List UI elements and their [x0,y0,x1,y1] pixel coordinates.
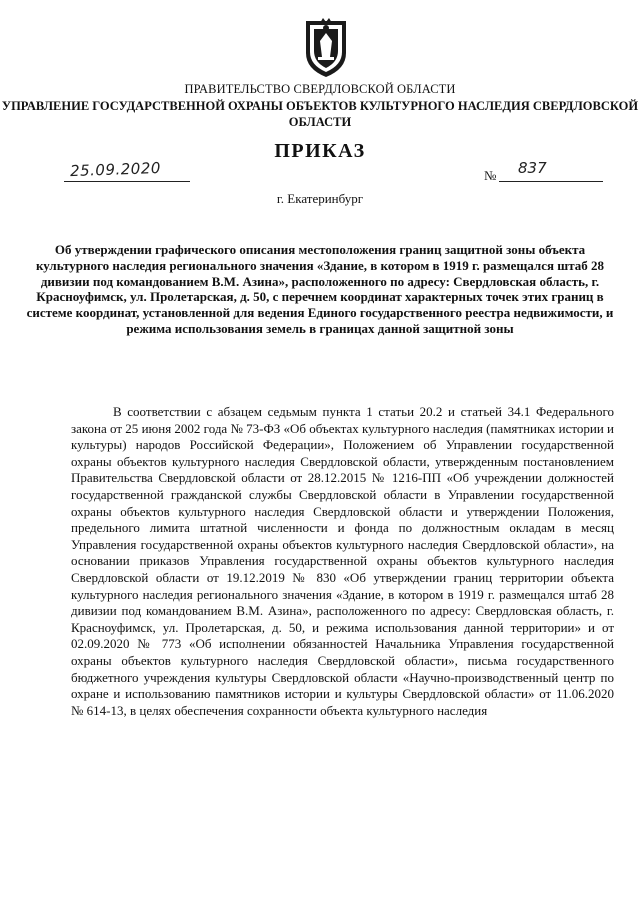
order-body [71,404,614,719]
body-paragraph: В соответствии с абзацем седьмым пункта 1 статьи 20.2 и статьей 34.1 Федерального закона от 25 июня 2002 года № 73-ФЗ «Об объектах культурного наследия (памятниках истории и культуры) народов Российской Федерации», Положением об Управлении государственной охраны объектов культурного наследия Свердловской области, утвержденным постановлением Правительства Свердловской области от 28.12.2015 № 1216-ПП «Об учреждении должностей государственной гражданской службы Свердловской области в Управлении государственной охраны объектов культурного наследия Свердловской области и утверждении Положения, предельного лимита штатной численности и фонда по должностным окладам в месяц Управления государственной охраны объектов культурного наследия Свердловской области», на основании приказов Управления государственной охраны объектов культурного наследия Свердловской области от 19.12.2019 № 830 «Об утверждении границ территории объекта культурного наследия регионального значения «Здание, в котором в 1919 г. размещался штаб 28 дивизии под командованием В.М. Азина», расположенного по адресу: Свердловская область, г. Красноуфимск, ул. Пролетарская, д. 50, и режима использования данной территории» и от 02.09.2020 № 773 «Об исполнении обязанностей Начальника Управления государственной охраны объектов культурного наследия Свердловской области», письма государственного бюджетного учреждения культуры Свердловской области «Научно-производственный центр по охране и использованию памятников истории и культуры Свердловской области» от 11.06.2020 № 614-13, в целях обеспечения сохранности объекта культурного наследия [71,404,614,718]
order-number: 837 [518,159,547,177]
government-name: ПРАВИТЕЛЬСТВО СВЕРДЛОВСКОЙ ОБЛАСТИ [184,82,456,96]
department-name: УПРАВЛЕНИЕ ГОСУДАРСТВЕННОЙ ОХРАНЫ ОБЪЕКТОВ КУЛЬТУРНОГО НАСЛЕДИЯ СВЕРДЛОВСКОЙ ОБЛАСТИ [1,99,639,129]
date-underline [64,181,190,182]
coat-of-arms-icon [300,17,352,79]
document-type-title: ПРИКАЗ [274,140,366,162]
order-subject: Об утверждении графического описания местоположения границ защитной зоны объекта культурного наследия регионального значения «Здание, в котором в 1919 г. размещался штаб 28 дивизии под командованием В.М. Азина», расположенного по адресу: Свердловская область, г. Красноуфимск, ул. Пролетарская, д. 50, с перечнем координат характерных точек этих границ в системе координат, установленной для ведения Единого государственного реестра недвижимости, и режима использования земель в границах данной защитной зоны [26,242,614,336]
city: г. Екатеринбург [276,191,364,206]
number-sign: № [484,168,497,183]
order-date: 25.09.2020 [69,158,162,181]
number-underline [499,181,603,182]
